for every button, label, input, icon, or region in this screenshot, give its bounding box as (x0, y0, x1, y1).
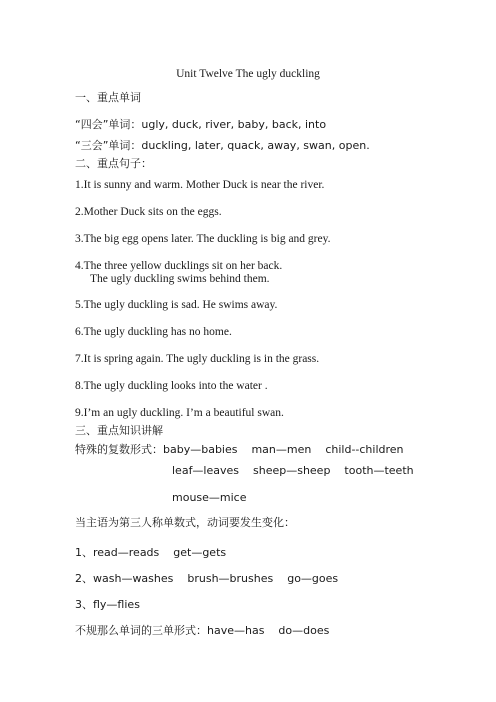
page-title: Unit Twelve The ugly duckling (176, 68, 320, 80)
sentence-3: 3.The big egg opens later. The duckling is big and grey. (75, 233, 331, 245)
third-person-rule: 当主语为第三人称单数式，动词要发生变化： (75, 516, 295, 529)
three-skills-words: “三会”单词：duckling, later, quack, away, swan, open. (75, 139, 370, 152)
plural-forms-line-2: leaf—leaves sheep—sheep tooth—teeth (172, 464, 414, 477)
plural-forms-line-1: 特殊的复数形式：baby—babies man—men child--children (75, 443, 404, 456)
section-heading-key-sentences: 二、重点句子： (75, 157, 152, 170)
plural-forms-line-3: mouse—mice (172, 491, 247, 504)
sentence-1: 1.It is sunny and warm. Mother Duck is near the river. (75, 179, 325, 191)
irregular-third-person: 不规那么单词的三单形式：have—has do—does (75, 624, 330, 637)
third-person-rule-3: 3、fly—flies (75, 598, 140, 611)
sentence-5: 5.The ugly duckling is sad. He swims away. (75, 299, 278, 311)
sentence-4-continued: The ugly duckling swims behind them. (90, 273, 270, 285)
sentence-9: 9.I’m an ugly duckling. I’m a beautiful swan. (75, 407, 284, 419)
sentence-8: 8.The ugly duckling looks into the water . (75, 380, 268, 392)
section-heading-key-words: 一、重点单词 (75, 91, 141, 104)
section-heading-explanation: 三、重点知识讲解 (75, 424, 163, 437)
third-person-rule-2: 2、wash—washes brush—brushes go—goes (75, 572, 339, 585)
sentence-2: 2.Mother Duck sits on the eggs. (75, 206, 222, 218)
sentence-6: 6.The ugly duckling has no home. (75, 326, 232, 338)
third-person-rule-1: 1、read—reads get—gets (75, 546, 227, 559)
sentence-7: 7.It is spring again. The ugly duckling is in the grass. (75, 353, 320, 365)
four-skills-words: “四会”单词：ugly, duck, river, baby, back, into (75, 118, 327, 131)
sentence-4: 4.The three yellow ducklings sit on her back. (75, 260, 283, 272)
